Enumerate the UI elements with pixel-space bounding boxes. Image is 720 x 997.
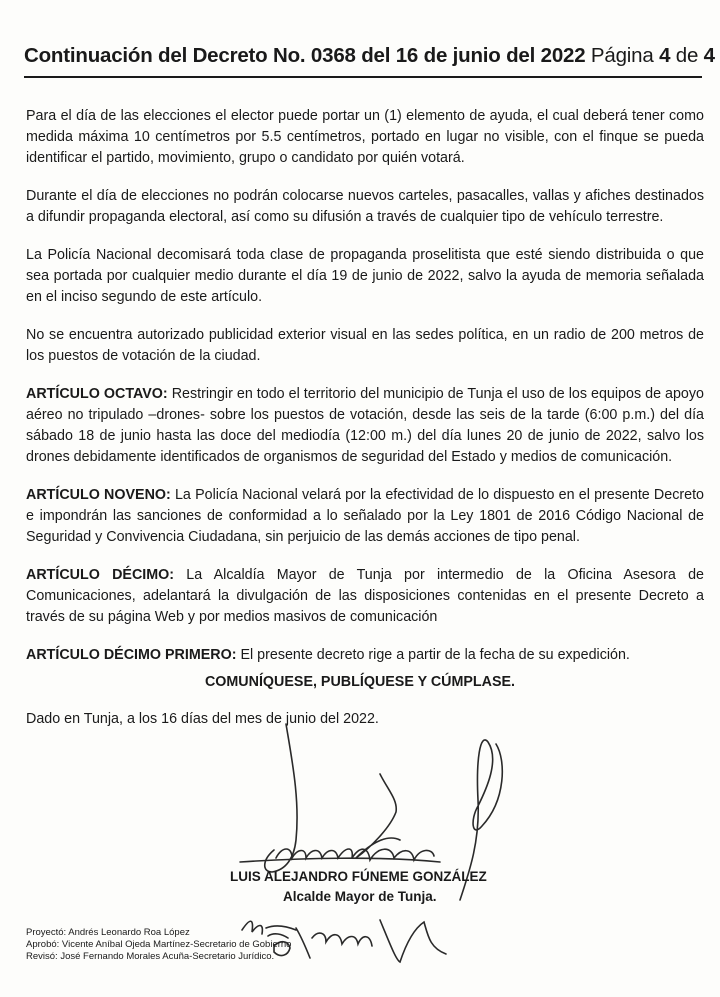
mayor-signature-stroke: [265, 724, 297, 872]
page-total: 4: [703, 44, 715, 67]
mayor-signature-loop: [356, 774, 400, 858]
article-text: Restringir en todo el territorio del municipio de Tunja el uso de los equipos de apoyo aéreo no tripulado –drones- sobre los puestos de votación, desde las seis de la tarde (6:00 p.m.) del día sábado 18 de junio hasta las doce del mediodía (12:00 m.) del día lunes 20 de junio de 2022, salvo los drones debidamente identificados de organismos de seguridad del Estado y medios de comunicación.: [26, 386, 704, 465]
article-text: La Alcaldía Mayor de Tunja por intermedio de la Oficina Asesora de Comunicaciones, adelantará la divulgación de las disposiciones contenidas en el presente Decreto a través de su página Web y por medios masivos de comunicación: [26, 567, 704, 625]
paragraph-policia: La Policía Nacional decomisará toda clase de propaganda proselitista que esté siendo distribuida o que sea portada por cualquier medio durante el día 19 de junio de 2022, salvo la ayuda de memoria señalada en el inciso segundo de este artículo.: [26, 247, 704, 305]
paragraph-ayuda: Para el día de las elecciones el elector puede portar un (1) elemento de ayuda, el cual deberá tener como medida máxima 10 centímetros por 5.5 centímetros, portado en lugar no visible, con el finque se pueda identificar el partido, movimiento, grupo o candidato por quién votará.: [26, 108, 704, 166]
closing-formula: COMUNÍQUESE, PUBLÍQUESE Y CÚMPLASE.: [204, 674, 516, 690]
decree-title: Continuación del Decreto No. 0368 del 16 de junio del 2022: [24, 44, 586, 67]
footer-proyecto: Proyectó: Andrés Leonardo Roa López: [26, 927, 190, 938]
page-word: Página: [590, 44, 654, 67]
date-place-line: Dado en Tunja, a los 16 días del mes de junio del 2022.: [26, 711, 379, 727]
page-of: de: [675, 44, 699, 67]
article-heading: ARTÍCULO OCTAVO:: [26, 386, 168, 402]
article-heading: ARTÍCULO DÉCIMO:: [26, 567, 175, 583]
article-heading: ARTÍCULO DÉCIMO PRIMERO:: [26, 647, 237, 663]
footer-reviso: Revisó: José Fernando Morales Acuña-Secretario Jurídico.: [26, 951, 275, 962]
paragraph-carteles: Durante el día de elecciones no podrán colocarse nuevos carteles, pasacalles, vallas y afiches destinados a difundir propaganda electoral, así como su difusión a través de cualquier tipo de vehículo terrestre.: [26, 188, 704, 225]
page-current: 4: [659, 44, 671, 67]
article-text: El presente decreto rige a partir de la fecha de su expedición.: [240, 647, 630, 663]
approver-signature: [296, 920, 446, 962]
article-heading: ARTÍCULO NOVENO:: [26, 487, 171, 503]
paragraph-publicidad: No se encuentra autorizado publicidad exterior visual en las sedes política, en un radio de 200 metros de los puestos de votación de la ciudad.: [26, 327, 704, 364]
signatory-role: Alcalde Mayor de Tunja.: [283, 889, 437, 904]
article-text: La Policía Nacional velará por la efectividad de lo dispuesto en el presente Decreto e impondrán las sanciones de conformidad a lo señalado por la Ley 1801 de 2016 Código Nacional de Seguridad y Convivencia Ciudadana, sin perjuicio de las demás acciones de tipo penal.: [26, 487, 704, 545]
signatory-name: LUIS ALEJANDRO FÚNEME GONZÁLEZ: [230, 869, 487, 884]
mayor-signature-underline: [240, 858, 440, 862]
review-footer: [26, 927, 291, 963]
footer-aprobo: Aprobó: Vicente Aníbal Ojeda Martínez-Secretario de Gobierno: [26, 939, 292, 950]
